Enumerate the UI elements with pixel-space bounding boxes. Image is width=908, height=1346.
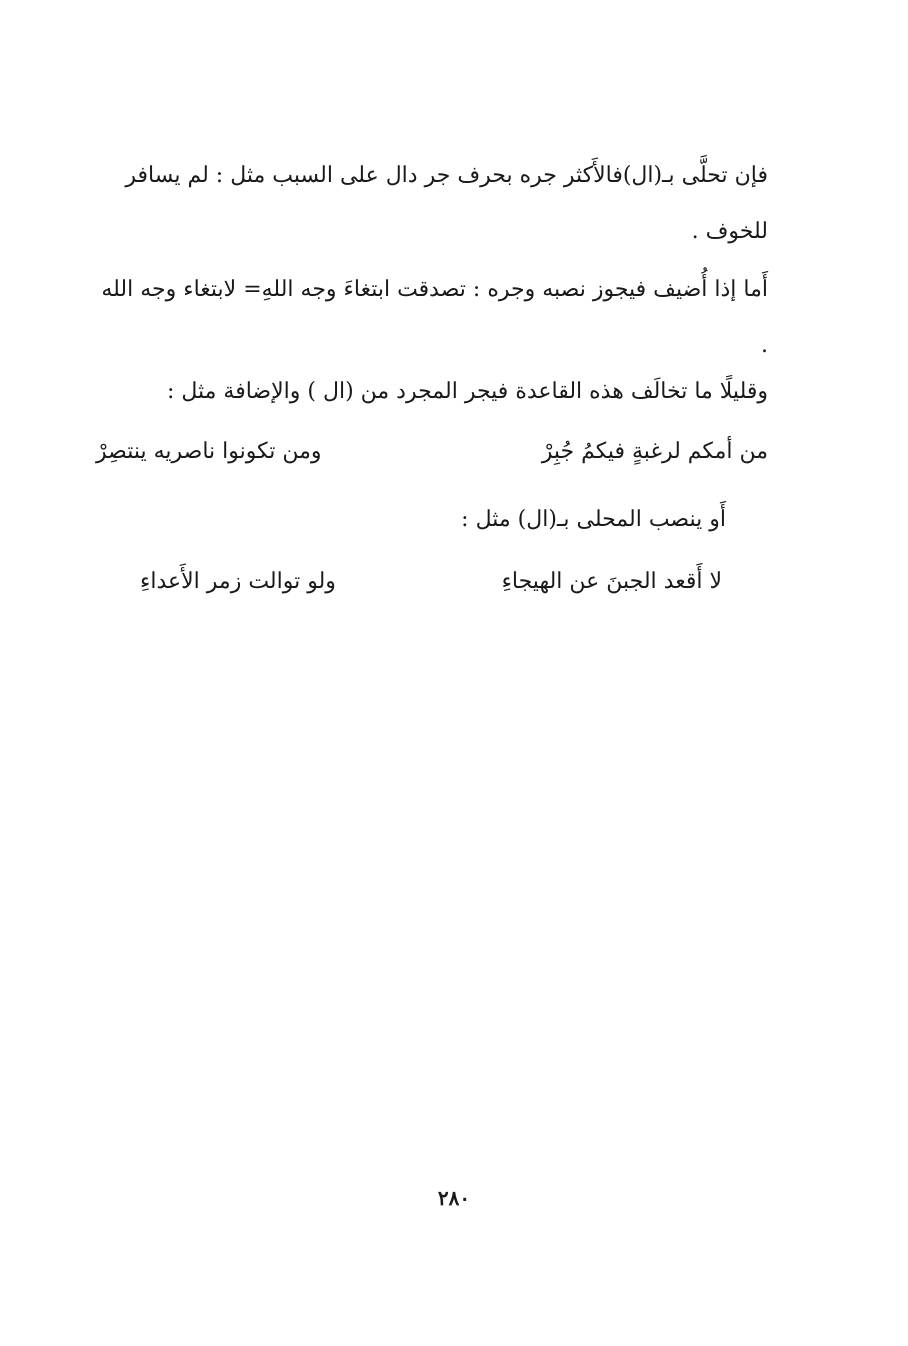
- verse-2-first-hemistich: لا أَقعد الجبنَ عن الهيجاءِ: [501, 569, 722, 594]
- verse-2-second-hemistich: ولو توالت زمر الأَعداءِ: [140, 569, 336, 594]
- verse-1-first-hemistich: من أمكم لرغبةٍ فيكمُ جُبِرْ: [541, 439, 768, 464]
- paragraph-3: وقليلًا ما تخالَف هذه القاعدة فيجر المجرد من (ال ) والإضافة مثل :: [166, 379, 768, 404]
- page-number: ٢٨٠: [437, 1186, 471, 1210]
- paragraph-1: فإن تحلَّى بـ(ال)فالأَكثر جره بحرف جر دال على السبب مثل : لم يسافر للخوف .: [125, 163, 768, 244]
- paragraph-2: أَما إذا أُضيف فيجوز نصبه وجره : تصدقت ابتغاءَ وجه اللهِ= لابتغاء وجه الله .: [101, 277, 768, 358]
- intro-line-2: أَو ينصب المحلى بـ(ال) مثل :: [461, 507, 726, 532]
- verse-1-second-hemistich: ومن تكونوا ناصريه ينتصِرْ: [96, 439, 322, 464]
